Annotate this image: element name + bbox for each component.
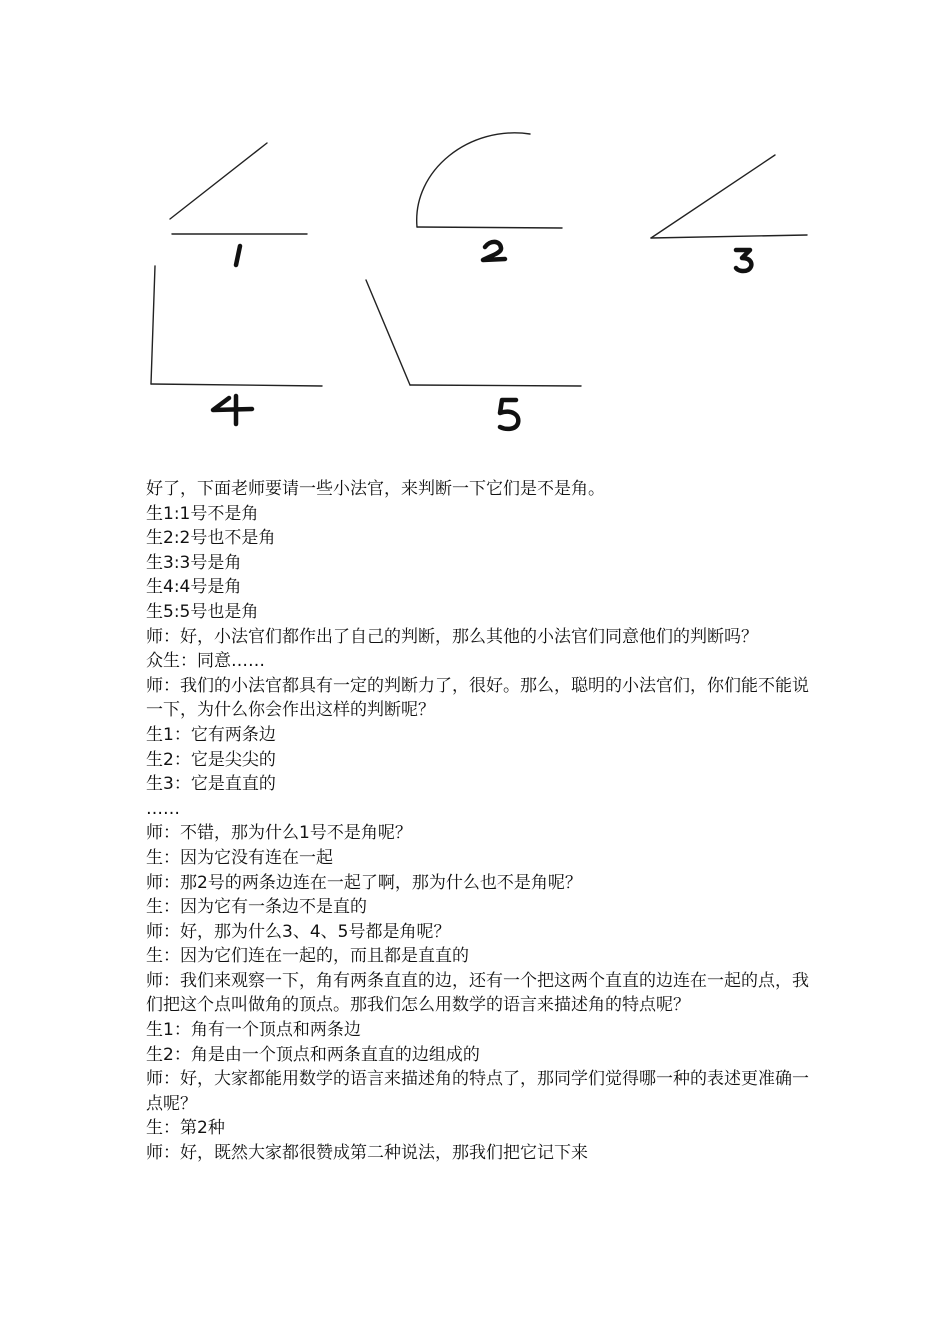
paragraph: 众生：同意…… <box>146 651 265 672</box>
paragraph: 生：因为它们连在一起的，而且都是直直的 <box>146 946 469 967</box>
paragraph: 师：好，那为什么3、4、5号都是角呢？ <box>146 921 451 942</box>
paragraph: 生1：它有两条边 <box>146 724 276 745</box>
paragraph: 生：因为它没有连在一起 <box>146 847 333 868</box>
figure-2-label <box>483 242 505 260</box>
paragraph: 师：那2号的两条边连在一起了啊，那为什么也不是角呢？ <box>146 872 582 893</box>
paragraph: 生2：角是由一个顶点和两条直直的边组成的 <box>146 1044 480 1065</box>
figure-3 <box>651 155 807 271</box>
paragraph: 生3:3号是角 <box>146 552 242 573</box>
figure-1-slanted-line <box>170 143 267 219</box>
paragraph: 师：好，小法官们都作出了自己的判断，那么其他的小法官们同意他们的判断吗？ <box>146 626 758 647</box>
figure-1-label <box>236 246 240 265</box>
paragraph: 师：我们的小法官都具有一定的判断力了，很好。那么，聪明的小法官们，你们能不能说一下，为什么你会作出这样的判断呢？ <box>146 675 809 721</box>
figure-5-label <box>500 400 518 429</box>
paragraph: 师：好，大家都能用数学的语言来描述角的特点了，那同学们觉得哪一种的表述更准确一点呢？ <box>146 1069 809 1114</box>
paragraph: 生2：它是尖尖的 <box>146 749 276 770</box>
dialogue-text <box>146 477 810 1166</box>
paragraph: 生4:4号是角 <box>146 577 242 598</box>
paragraph: 师：我们来观察一下，角有两条直直的边，还有一个把这两个直直的边连在一起的点，我们把这个点叫做角的顶点。那我们怎么用数学的语言来描述角的特点呢？ <box>146 970 809 1016</box>
figure-4-vertical-side <box>151 266 155 384</box>
figure-5-base-side <box>410 385 581 386</box>
paragraph: …… <box>146 798 180 819</box>
paragraph: 生1:1号不是角 <box>146 503 259 524</box>
figure-5 <box>366 280 581 429</box>
figure-1 <box>170 143 307 265</box>
paragraph: 师：好，既然大家都很赞成第二种说法，那我们把它记下来 <box>146 1143 588 1164</box>
angle-figures <box>0 0 950 450</box>
figure-3-upper-side <box>651 155 775 238</box>
paragraph: 生2:2号也不是角 <box>146 528 276 549</box>
paragraph: 生：第2种 <box>146 1118 225 1139</box>
paragraph: 生3：它是直直的 <box>146 774 276 795</box>
paragraph: 生：因为它有一条边不是直的 <box>146 897 367 918</box>
paragraph: 生5:5号也是角 <box>146 601 259 622</box>
figure-3-label <box>736 250 751 271</box>
paragraph: 生1：角有一个顶点和两条边 <box>146 1020 361 1041</box>
figure-4-base-side <box>151 384 322 386</box>
figure-4-label <box>213 396 252 424</box>
paragraph: 好了，下面老师要请一些小法官，来判断一下它们是不是角。 <box>146 479 605 499</box>
figure-3-lower-side <box>651 235 807 238</box>
paragraph: 师：不错，那为什么1号不是角呢？ <box>146 823 412 844</box>
figure-2-base-line <box>417 227 562 228</box>
figure-2 <box>417 133 562 260</box>
figure-4 <box>151 266 322 424</box>
figure-2-curved-side <box>417 133 530 227</box>
figure-5-slanted-side <box>366 280 410 385</box>
